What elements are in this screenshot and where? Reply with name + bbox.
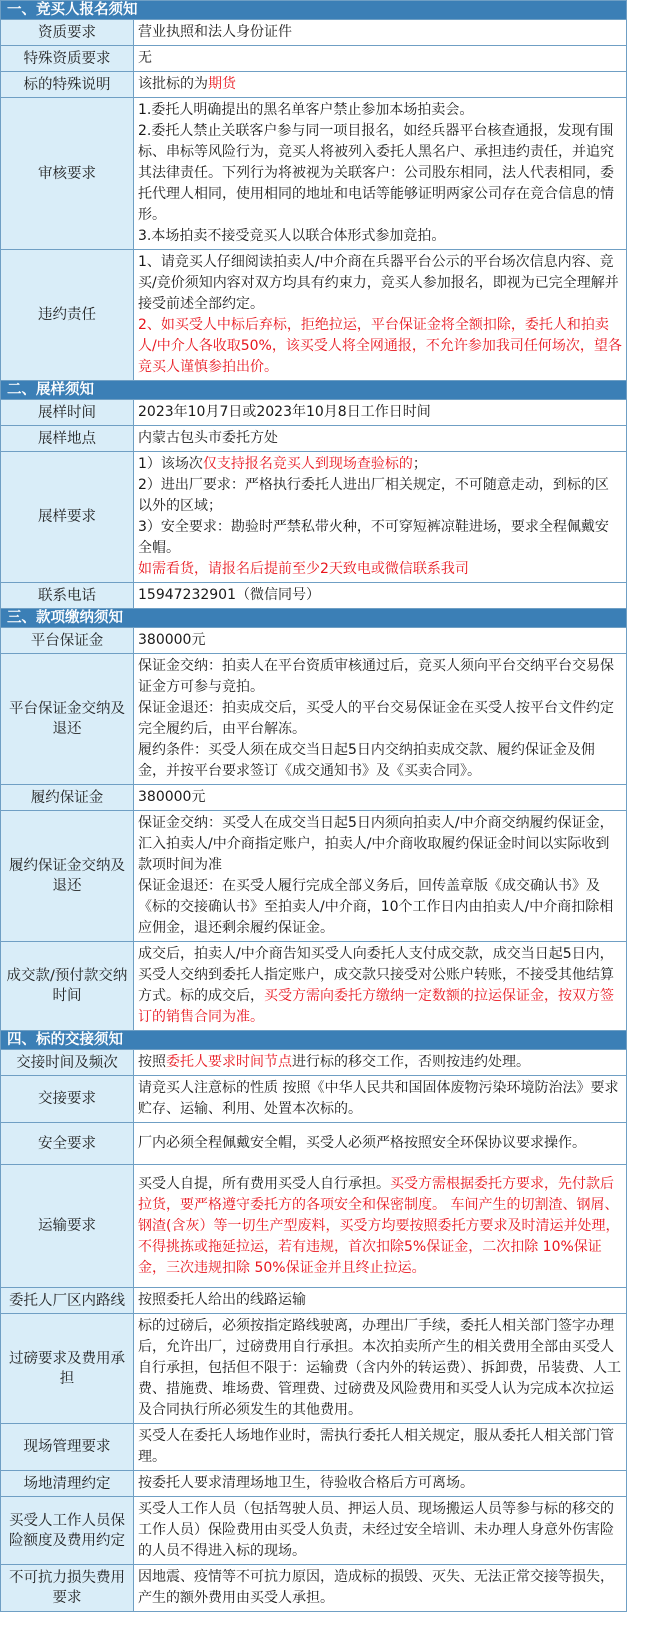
row-label: 委托人厂区内路线: [1, 1288, 134, 1314]
value-paragraph: [138, 517, 622, 559]
value-paragraph: [138, 876, 622, 939]
value-paragraph: [138, 698, 622, 740]
highlighted-text: 买受方需根据委托方要求，先付款后拉货，要严格遵守委托方的各项安全和保密制度。 车间产生的切割渣、钢屑、钢渣(含灰）等一切生产型废料，买受方均要按照委托方要求及时清运并处理，不得挑拣或拖延拉运，若有违规，首次扣除5%保证金，二次扣除 10%保证金，三次违规扣除 50%保证金并且终止拉运。: [138, 1175, 620, 1276]
table-row: [1, 1076, 627, 1123]
value-paragraph: [138, 585, 622, 606]
row-value: [134, 785, 627, 811]
text-segment: 2.委托人禁止关联客户参与同一项目报名，如经兵器平台核查通报，发现有围标、串标等风险行为，竞买人将被列入委托人黑名户、承担违约责任，并追究其法律责任。下列行为将被视为关联客户：公司股东相同，法人代表相同，委托代理人相同，使用相同的地址和电话等能够证明两家公司存在竞合信息的情形。: [138, 123, 614, 223]
row-value: [134, 1165, 627, 1288]
table-row: [1, 250, 627, 381]
row-label: 过磅要求及费用承担: [1, 1314, 134, 1424]
text-segment: 成交后，拍卖人/中介商告知买受人向委托人支付成交款，成交当日起5日内，买受人交纳到委托人指定账户，成交款只接受对公账户转账，不接受其他结算方式。标的成交后，: [138, 946, 614, 1004]
text-segment: 保证金交纳：买受人在成交当日起5日内须向拍卖人/中介商交纳履约保证金，汇入拍卖人/中介商指定账户，拍卖人/中介商收取履约保证金时间以实际收到款项时间为准: [138, 815, 614, 873]
text-segment: 买受人在委托人场地作业时，需执行委托人相关规定，服从委托人相关部门管理。: [138, 1428, 614, 1465]
value-paragraph: [138, 475, 622, 517]
text-segment: 1.委托人明确提出的黑名单客户禁止参加本场拍卖会。: [138, 102, 474, 118]
value-paragraph: [138, 630, 622, 651]
table-row: [1, 426, 627, 452]
text-segment: 内蒙古包头市委托方处: [138, 430, 278, 446]
value-paragraph: [138, 1174, 622, 1279]
text-segment: 按委托人要求清理场地卫生，待验收合格后方可离场。: [138, 1475, 474, 1491]
value-paragraph: [138, 226, 622, 247]
highlighted-text: 2、如买受人中标后弃标，拒绝拉运，平台保证金将全额扣除，委托人和拍卖人/中介人各收取50%，该买受人将全网通报，不允许参加我司任何场次，望各竞买人谨慎参拍出价。: [138, 317, 622, 375]
row-value: [134, 583, 627, 609]
value-paragraph: [138, 1133, 622, 1154]
row-value: [134, 1497, 627, 1565]
table-row: [1, 1288, 627, 1314]
row-label: 现场管理要求: [1, 1424, 134, 1471]
text-segment: 按照: [138, 1054, 166, 1070]
row-label: 成交款/预付款交纳时间: [1, 942, 134, 1031]
row-value: [134, 1471, 627, 1497]
text-segment: 履约条件：买受人须在成交当日起5日内交纳拍卖成交款、履约保证金及佣金，并按平台要求签订《成交通知书》及《买卖合同》。: [138, 742, 595, 779]
row-label: 不可抗力损失费用要求: [1, 1565, 134, 1612]
table-row: [1, 1050, 627, 1076]
row-value: [134, 942, 627, 1031]
row-label: 展样时间: [1, 400, 134, 426]
table-row: [1, 1314, 627, 1424]
text-segment: 进行标的移交工作，否则按违约处理。: [292, 1054, 530, 1070]
row-label: 买受人工作人员保险额度及费用约定: [1, 1497, 134, 1565]
table-row: [1, 400, 627, 426]
value-paragraph: [138, 944, 622, 1028]
text-segment: 营业执照和法人身份证件: [138, 24, 292, 40]
text-segment: 买受人工作人员（包括驾驶人员、押运人员、现场搬运人员等参与标的移交的工作人员）保险费用由买受人负责，未经过安全培训、未办理人身意外伤害险的人员不得进入标的现场。: [138, 1501, 614, 1559]
table-row: [1, 20, 627, 46]
text-segment: ；: [412, 456, 427, 472]
value-paragraph: [138, 1052, 622, 1073]
section-header-row: [1, 381, 627, 400]
row-label: 交接要求: [1, 1076, 134, 1123]
table-row: [1, 72, 627, 98]
value-paragraph: [138, 48, 622, 69]
value-paragraph: [138, 1290, 622, 1311]
row-value: [134, 98, 627, 250]
text-segment: 因地震、疫情等不可抗力原因，造成标的损毁、灭失、无法正常交接等损失，产生的额外费用由买受人承担。: [138, 1569, 614, 1606]
value-paragraph: [138, 252, 622, 315]
table-row: [1, 942, 627, 1031]
value-paragraph: [138, 740, 622, 782]
text-segment: 无: [138, 50, 152, 66]
table-row: [1, 583, 627, 609]
text-segment: 3.本场拍卖不接受竞买人以联合体形式参加竞拍。: [138, 228, 446, 244]
section-header-row: [1, 1, 627, 20]
table-row: [1, 1123, 627, 1165]
text-segment: 1）该场次: [138, 456, 203, 472]
row-label: 资质要求: [1, 20, 134, 46]
text-segment: 2023年10月7日或2023年10月8日工作日时间: [138, 404, 431, 420]
row-value: [134, 452, 627, 583]
value-paragraph: [138, 1499, 622, 1562]
row-value: [134, 400, 627, 426]
row-value: [134, 1288, 627, 1314]
row-value: [134, 20, 627, 46]
row-value: [134, 628, 627, 654]
text-segment: 保证金退还：拍卖成交后，买受人的平台交易保证金在买受人按平台文件约定完全履约后，由平台解冻。: [138, 700, 614, 737]
row-value: [134, 1565, 627, 1612]
value-paragraph: [138, 121, 622, 226]
table-row: [1, 452, 627, 583]
row-value: [134, 426, 627, 452]
value-paragraph: [138, 428, 622, 449]
table-row: [1, 811, 627, 942]
table-row: [1, 46, 627, 72]
table-row: [1, 1424, 627, 1471]
table-row: [1, 1165, 627, 1288]
text-segment: 买受人自提，所有费用买受人自行承担。: [138, 1175, 390, 1192]
text-segment: 2）进出厂要求：严格执行委托人进出厂相关规定，不可随意走动，到标的区以外的区域；: [138, 477, 609, 514]
highlighted-text: 仅支持报名竞买人到现场查验标的: [202, 456, 413, 472]
row-value: [134, 250, 627, 381]
value-paragraph: [138, 813, 622, 876]
row-value: [134, 1050, 627, 1076]
section-header-row: [1, 1031, 627, 1050]
section-title: 三、款项缴纳须知: [1, 609, 627, 628]
row-label: 展样要求: [1, 452, 134, 583]
value-paragraph: [138, 656, 622, 698]
row-value: [134, 1314, 627, 1424]
value-paragraph: [138, 74, 622, 95]
table-row: [1, 98, 627, 250]
text-segment: 保证金退还：在买受人履行完成全部义务后，回传盖章版《成交确认书》及《标的交接确认书》至拍卖人/中介商，10个工作日内由拍卖人/中介商扣除相应佣金，退还剩余履约保证金。: [138, 878, 614, 936]
row-label: 平台保证金交纳及退还: [1, 654, 134, 785]
value-paragraph: [138, 1567, 622, 1609]
row-value: [134, 654, 627, 785]
text-segment: 按照委托人给出的线路运输: [138, 1292, 306, 1308]
table-row: [1, 628, 627, 654]
highlighted-text: 买受方需向委托方缴纳一定数额的拉运保证金，按双方签订的销售合同为准。: [138, 988, 614, 1025]
row-value: [134, 72, 627, 98]
value-paragraph: [138, 315, 622, 378]
row-label: 展样地点: [1, 426, 134, 452]
row-label: 履约保证金: [1, 785, 134, 811]
text-segment: 3）安全要求：勘验时严禁私带火种，不可穿短裤凉鞋进场，要求全程佩戴安全帽。: [138, 519, 609, 556]
value-paragraph: [138, 1426, 622, 1468]
row-value: [134, 1076, 627, 1123]
value-paragraph: [138, 1078, 622, 1120]
row-label: 联系电话: [1, 583, 134, 609]
highlighted-text: 期货: [208, 76, 236, 92]
row-label: 平台保证金: [1, 628, 134, 654]
row-label: 标的特殊说明: [1, 72, 134, 98]
text-segment: 380000元: [138, 632, 206, 648]
row-value: [134, 46, 627, 72]
text-segment: 15947232901（微信同号）: [138, 587, 320, 603]
text-segment: 厂内必须全程佩戴安全帽，买受人必须严格按照安全环保协议要求操作。: [138, 1135, 586, 1151]
highlighted-text: 委托人要求时间节点: [166, 1054, 292, 1070]
row-label: 违约责任: [1, 250, 134, 381]
row-label: 特殊资质要求: [1, 46, 134, 72]
section-title: 一、竞买人报名须知: [1, 1, 627, 20]
row-label: 审核要求: [1, 98, 134, 250]
value-paragraph: [138, 22, 622, 43]
value-paragraph: [138, 100, 622, 121]
table-row: [1, 654, 627, 785]
section-header-row: [1, 609, 627, 628]
text-segment: 保证金交纳：拍卖人在平台资质审核通过后，竞买人须向平台交纳平台交易保证金方可参与竞拍。: [138, 658, 614, 695]
highlighted-text: 如需看货，请报名后提前至少2天致电或微信联系我司: [138, 561, 469, 577]
value-paragraph: [138, 787, 622, 808]
row-value: [134, 1123, 627, 1165]
value-paragraph: [138, 1316, 622, 1421]
row-label: 履约保证金交纳及退还: [1, 811, 134, 942]
text-segment: 380000元: [138, 789, 206, 805]
row-label: 交接时间及频次: [1, 1050, 134, 1076]
table-row: [1, 1471, 627, 1497]
table-row: [1, 1565, 627, 1612]
row-label: 场地清理约定: [1, 1471, 134, 1497]
section-title: 二、展样须知: [1, 381, 627, 400]
value-paragraph: [138, 1473, 622, 1494]
row-label: 运输要求: [1, 1165, 134, 1288]
value-paragraph: [138, 559, 622, 580]
value-paragraph: [138, 402, 622, 423]
text-segment: 请竞买人注意标的性质 按照《中华人民共和国固体废物污染环境防治法》要求贮存、运输、利用、处置本次标的。: [138, 1080, 619, 1117]
row-value: [134, 1424, 627, 1471]
value-paragraph: [138, 454, 622, 475]
table-row: [1, 785, 627, 811]
text-segment: 标的过磅后，必须按指定路线驶离，办理出厂手续，委托人相关部门签字办理后，允许出厂，过磅费用自行承担。本次拍卖所产生的相关费用全部由买受人自行承担，包括但不限于：运输费（含内外的转运费）、拆卸费，吊装费、人工费、措施费、堆场费、管理费、过磅费及风险费用和买受人认为完成本次拉运及合同执行所必须发生的其他费用。: [138, 1318, 621, 1418]
row-value: [134, 811, 627, 942]
text-segment: 1、请竞买人仔细阅读拍卖人/中介商在兵器平台公示的平台场次信息内容、竞买/竞价须知内容对双方均具有约束力，竞买人参加报名，即视为已完全理解并接受前述全部约定。: [138, 254, 619, 312]
table-row: [1, 1497, 627, 1565]
text-segment: 该批标的为: [138, 76, 208, 92]
row-label: 安全要求: [1, 1123, 134, 1165]
section-title: 四、标的交接须知: [1, 1031, 627, 1050]
